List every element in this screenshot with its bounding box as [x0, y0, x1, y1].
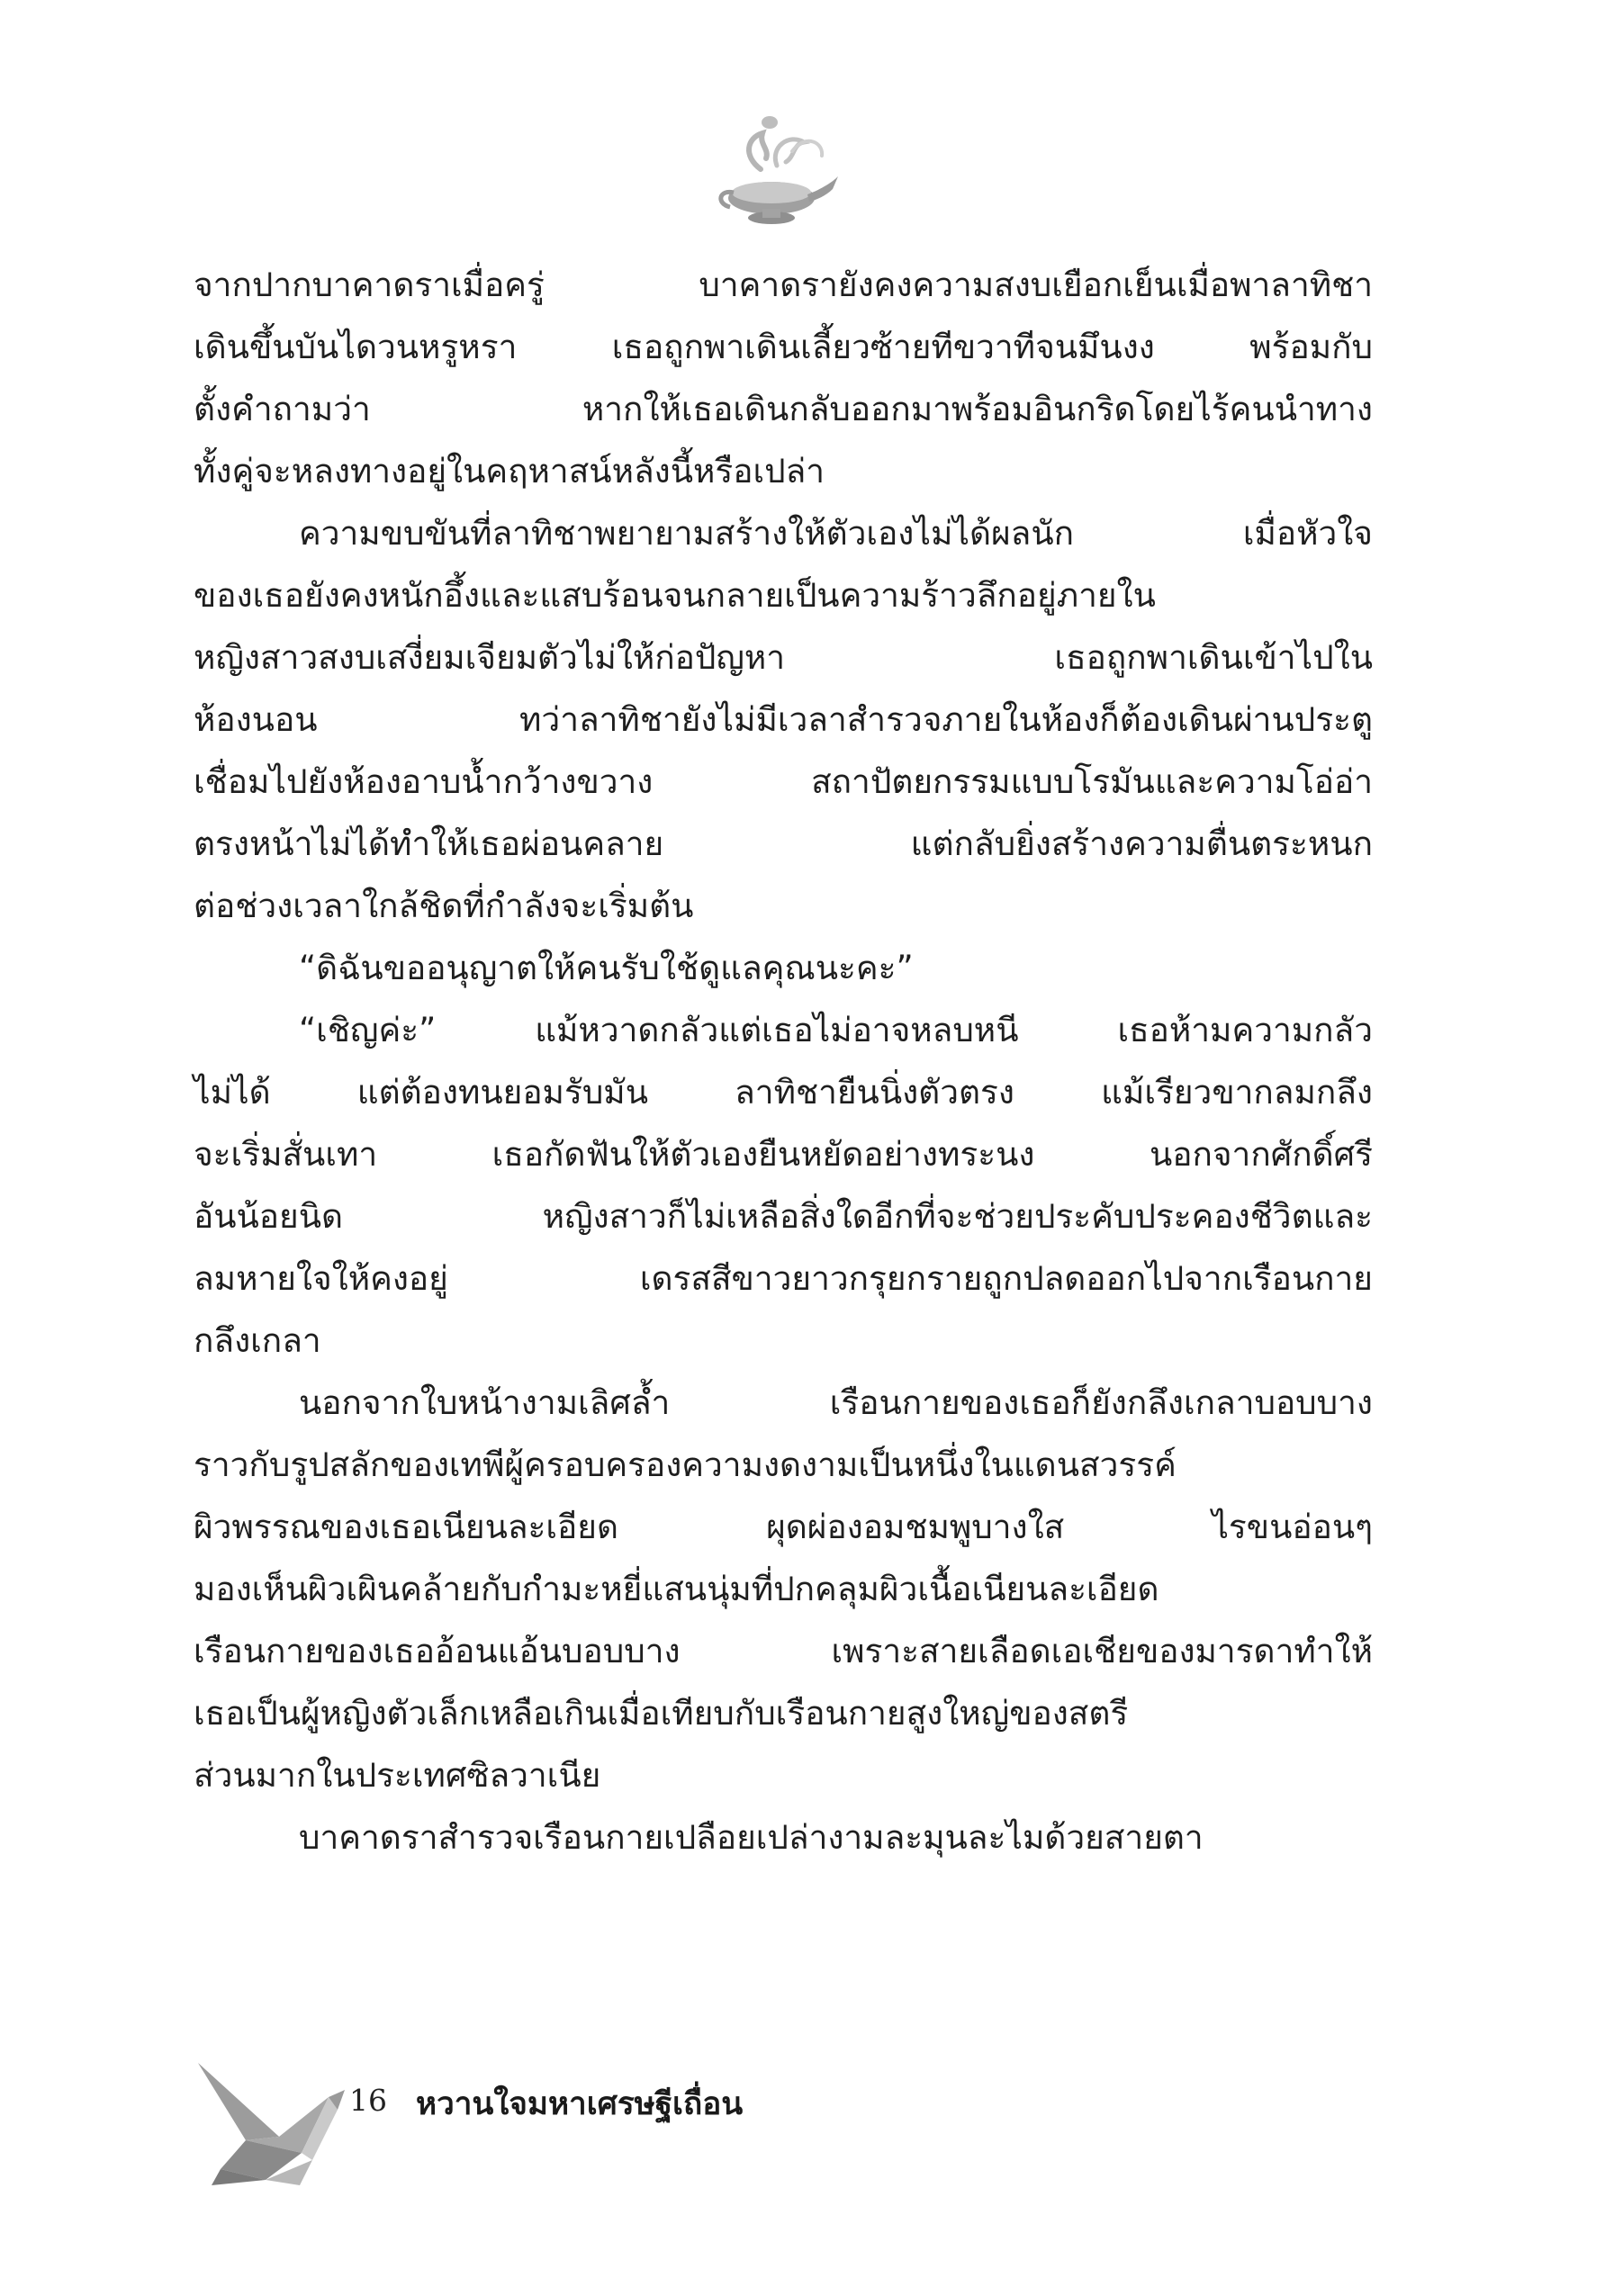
- text-line: จากปากบาคาดราเมื่อครู่ บาคาดรายังคงความสงบเยือกเย็นเมื่อพาลาทิชา: [194, 266, 1373, 304]
- text-line: “เชิญค่ะ” แม้หวาดกลัวแต่เธอไม่อาจหลบหนี เธอห้ามความกลัว: [299, 1011, 1373, 1049]
- text-line: ผิวพรรณของเธอเนียนละเอียด ผุดผ่องอมชมพูบางใส ไรขนอ่อนๆ: [194, 1508, 1373, 1546]
- page-number: 16: [349, 2083, 387, 2118]
- text-line: ห้องนอน ทว่าลาทิชายังไม่มีเวลาสำรวจภายในห้องก็ต้องเดินผ่านประตู: [194, 700, 1373, 739]
- text-line: เชื่อมไปยังห้องอาบน้ำกว้างขวาง สถาปัตยกรรมแบบโรมันและความโอ่อ่า: [194, 762, 1373, 801]
- text-line: จะเริ่มสั่นเทา เธอกัดฟันให้ตัวเองยืนหยัดอย่างทระนง นอกจากศักดิ์ศรี: [194, 1135, 1373, 1174]
- text-line: ของเธอยังคงหนักอึ้งและแสบร้อนจนกลายเป็นความร้าวลึกอยู่ภายใน: [194, 576, 1156, 615]
- text-line: เธอเป็นผู้หญิงตัวเล็กเหลือเกินเมื่อเทียบกับเรือนกายสูงใหญ่ของสตรี: [194, 1694, 1129, 1733]
- text-line: ไม่ได้ แต่ต้องทนยอมรับมัน ลาทิชายืนนิ่งตัวตรง แม้เรียวขากลมกลึง: [194, 1073, 1373, 1112]
- text-line: มองเห็นผิวเผินคล้ายกับกำมะหยี่แสนนุ่มที่ปกคลุมผิวเนื้อเนียนละเอียด: [194, 1570, 1159, 1608]
- text-line: ความขบขันที่ลาทิชาพยายามสร้างให้ตัวเองไม่ได้ผลนัก เมื่อหัวใจ: [299, 514, 1373, 553]
- text-line: ตั้งคำถามว่า หากให้เธอเดินกลับออกมาพร้อมอินกริดโดยไร้คนนำทาง: [194, 390, 1373, 428]
- text-line: ตรงหน้าไม่ได้ทำให้เธอผ่อนคลาย แต่กลับยิ่งสร้างความตื่นตระหนก: [194, 824, 1373, 863]
- text-line: ส่วนมากในประเทศซิลวาเนีย: [194, 1756, 601, 1795]
- text-line: ลมหายใจให้คงอยู่ เดรสสีขาวยาวกรุยกรายถูกปลดออกไปจากเรือนกาย: [194, 1259, 1373, 1298]
- text-line: กลึงเกลา: [194, 1321, 321, 1360]
- running-title: หวานใจมหาเศรษฐีเถื่อน: [416, 2086, 744, 2122]
- magic-lamp-icon: [707, 106, 842, 232]
- paper-crane-icon: [194, 2054, 365, 2189]
- text-line: “ดิฉันขออนุญาตให้คนรับใช้ดูแลคุณนะคะ”: [299, 949, 914, 987]
- text-line: ทั้งคู่จะหลงทางอยู่ในคฤหาสน์หลังนี้หรือเปล่า: [194, 452, 825, 491]
- text-line: ราวกับรูปสลักของเทพีผู้ครอบครองความงดงามเป็นหนึ่งในแดนสวรรค์: [194, 1445, 1177, 1484]
- body-text: [194, 254, 1373, 1868]
- text-line: เดินขึ้นบันไดวนหรูหรา เธอถูกพาเดินเลี้ยวซ้ายทีขวาทีจนมึนงง พร้อมกับ: [194, 328, 1373, 366]
- text-line: ต่อช่วงเวลาใกล้ชิดที่กำลังจะเริ่มต้น: [194, 887, 694, 925]
- text-line: หญิงสาวสงบเสงี่ยมเจียมตัวไม่ให้ก่อปัญหา เธอถูกพาเดินเข้าไปใน: [194, 638, 1373, 677]
- text-line: อันน้อยนิด หญิงสาวก็ไม่เหลือสิ่งใดอีกที่จะช่วยประคับประคองชีวิตและ: [194, 1197, 1373, 1236]
- text-line: บาคาดราสำรวจเรือนกายเปลือยเปล่างามละมุนละไมด้วยสายตา: [299, 1818, 1204, 1857]
- text-line: เรือนกายของเธออ้อนแอ้นบอบบาง เพราะสายเลือดเอเชียของมารดาทำให้: [194, 1632, 1373, 1670]
- text-line: นอกจากใบหน้างามเลิศล้ำ เรือนกายของเธอก็ยังกลึงเกลาบอบบาง: [299, 1383, 1373, 1422]
